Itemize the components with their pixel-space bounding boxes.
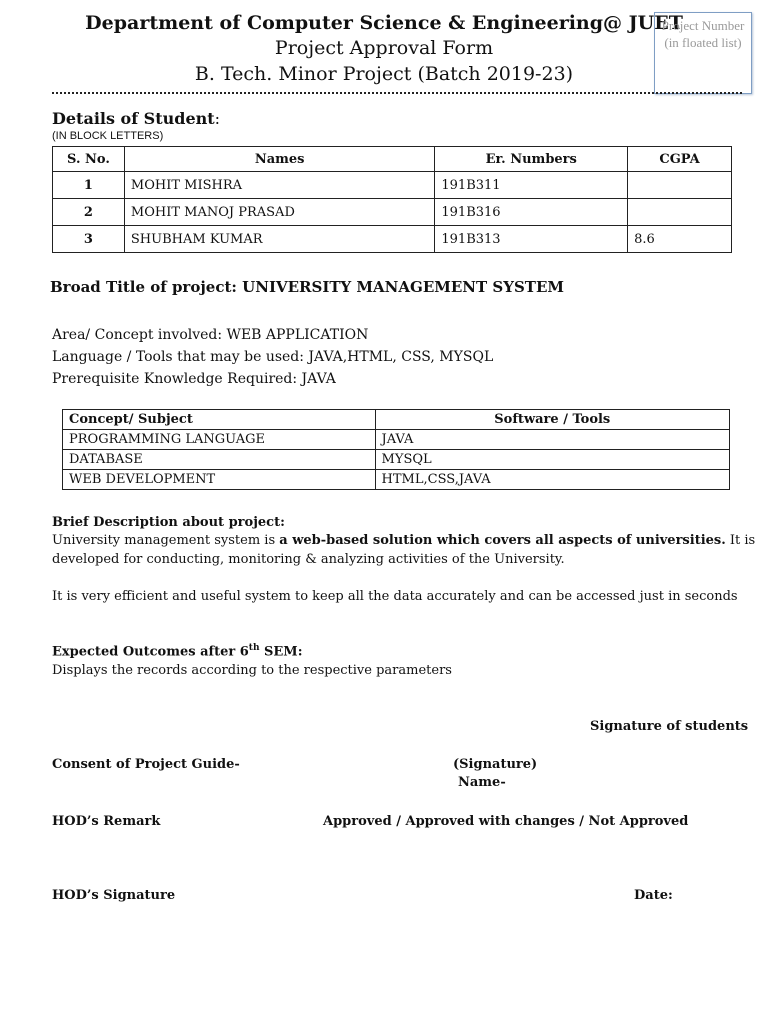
table-row: [53, 199, 732, 226]
consent-label: Consent of Project Guide-: [52, 757, 240, 772]
cell-sno: 3: [53, 226, 125, 253]
signature-of-students: Signature of students: [590, 719, 749, 734]
project-number-box: Project Number (in floated list): [654, 12, 752, 94]
student-details-colon: :: [214, 109, 221, 128]
date-label: Date:: [634, 888, 673, 903]
cell-concept: PROGRAMMING LANGUAGE: [63, 430, 376, 450]
prerequisite-knowledge: Prerequisite Knowledge Required: JAVA: [52, 371, 336, 387]
cell-concept: WEB DEVELOPMENT: [63, 470, 376, 490]
guide-signature: (Signature): [453, 757, 538, 772]
form-subtitle: B. Tech. Minor Project (Batch 2019-23): [194, 63, 574, 85]
col-concept: Concept/ Subject: [63, 410, 376, 430]
outcomes-heading: [52, 643, 303, 659]
cell-name: MOHIT MISHRA: [124, 172, 434, 199]
cell-cgpa: 8.6: [628, 226, 732, 253]
form-department-heading: Department of Computer Science & Engineering@ JUET: [85, 12, 683, 34]
cell-tool: HTML,CSS,JAVA: [375, 470, 729, 490]
cell-tool: JAVA: [375, 430, 729, 450]
project-title-label: Broad Title of project: [50, 278, 232, 296]
tools-table: [62, 409, 730, 490]
student-table-header: [53, 147, 732, 172]
language-tools: Language / Tools that may be used: JAVA,HTML, CSS, MYSQL: [52, 349, 494, 365]
description-paragraph-2: It is very efficient and useful system to keep all the data accurately and can be accessed just in seconds: [52, 589, 738, 604]
table-row: [63, 430, 730, 450]
col-cgpa: CGPA: [628, 147, 732, 172]
outcomes-heading-sup: th: [248, 643, 260, 653]
area-concept: Area/ Concept involved: WEB APPLICATION: [52, 327, 369, 343]
table-row: [63, 450, 730, 470]
cell-er: 191B316: [435, 199, 628, 226]
tools-table-header: [63, 410, 730, 430]
cell-sno: 2: [53, 199, 125, 226]
hod-signature-label: HOD’s Signature: [52, 888, 176, 903]
student-table: [52, 146, 732, 253]
table-row: [63, 470, 730, 490]
description-text-bold: a web-based solution which covers all aspects of universities.: [279, 533, 726, 548]
table-row: [53, 172, 732, 199]
cell-sno: 1: [53, 172, 125, 199]
student-details-heading: [52, 109, 220, 128]
col-sno: S. No.: [53, 147, 125, 172]
col-software: Software / Tools: [375, 410, 729, 430]
col-names: Names: [124, 147, 434, 172]
cell-er: 191B313: [435, 226, 628, 253]
description-line-1: [52, 533, 755, 548]
cell-cgpa: [628, 199, 732, 226]
cell-tool: MYSQL: [375, 450, 729, 470]
col-er-numbers: Er. Numbers: [435, 147, 628, 172]
guide-name: Name-: [458, 775, 506, 790]
outcomes-heading-end: SEM:: [259, 644, 303, 660]
description-heading: Brief Description about project:: [52, 515, 285, 530]
outcomes-heading-start: Expected Outcomes after 6: [52, 644, 249, 660]
project-title-value: : UNIVERSITY MANAGEMENT SYSTEM: [231, 278, 564, 296]
student-details-label: Details of Student: [52, 109, 215, 128]
description-text-start: University management system is: [52, 533, 280, 548]
cell-name: MOHIT MANOJ PRASAD: [124, 199, 434, 226]
cell-name: SHUBHAM KUMAR: [124, 226, 434, 253]
cell-er: 191B311: [435, 172, 628, 199]
description-line-2: developed for conducting, monitoring & analyzing activities of the University.: [52, 552, 565, 567]
description-text-end: It is: [725, 533, 756, 548]
outcomes-text: Displays the records according to the respective parameters: [52, 663, 452, 678]
dotted-divider: [52, 92, 742, 98]
form-title: Project Approval Form: [274, 37, 494, 59]
cell-cgpa: [628, 172, 732, 199]
hod-remark-options: Approved / Approved with changes / Not Approved: [323, 814, 689, 829]
cell-concept: DATABASE: [63, 450, 376, 470]
table-row: [53, 226, 732, 253]
block-letters-note: (IN BLOCK LETTERS): [52, 130, 164, 142]
project-title-line: [50, 278, 564, 296]
hod-remark-label: HOD’s Remark: [52, 814, 161, 829]
